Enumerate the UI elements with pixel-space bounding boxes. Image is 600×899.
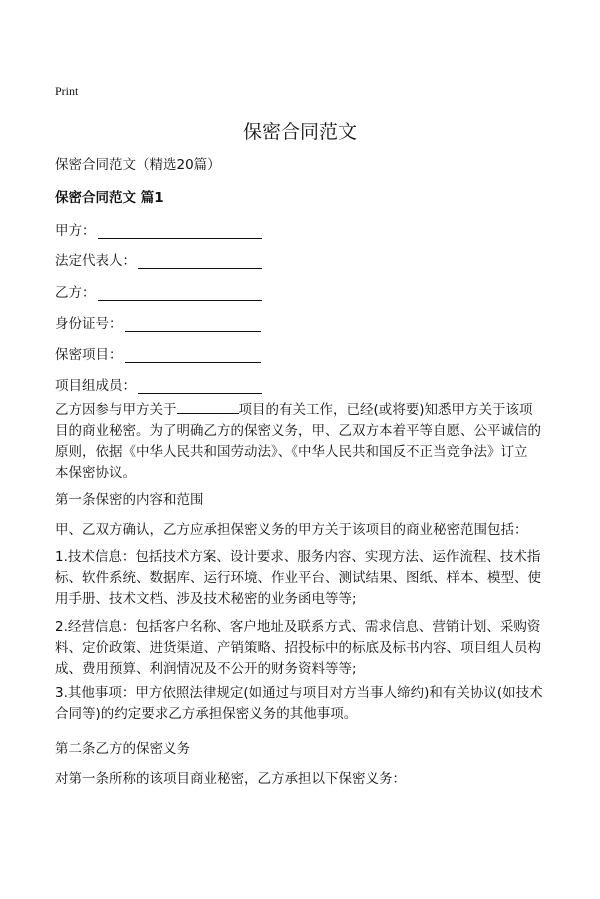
field-label: 项目组成员：	[55, 378, 136, 394]
field-party-b	[55, 281, 262, 301]
field-party-a	[55, 219, 262, 239]
field-label: 保密项目：	[55, 347, 123, 363]
article-2-intro: 对第一条所称的该项目商业秘密，乙方承担以下保密义务：	[55, 771, 406, 787]
section-heading: 保密合同范文 篇1	[55, 190, 164, 206]
field-id-number	[55, 312, 261, 332]
intro-paragraph	[55, 400, 541, 484]
document-subtitle: 保密合同范文（精选20篇）	[55, 157, 221, 173]
intro-text: 项目的有关工作，已经(或将要)知悉甲方关于该项	[238, 402, 533, 418]
item-line: 成、费用预算、利润情况及不公开的财务资料等等;	[55, 661, 357, 677]
blank-line	[125, 317, 261, 332]
item-line: 2.经营信息：包括客户名称、客户地址及联系方式、需求信息、营销计划、采购资	[55, 619, 541, 635]
field-label: 身份证号：	[55, 316, 123, 332]
intro-line: 本保密协议。	[55, 465, 136, 481]
field-project	[55, 343, 261, 363]
item-line: 1.技术信息：包括技术方案、设计要求、服务内容、实现方法、运作流程、技术指	[55, 549, 541, 565]
blank-line	[138, 379, 262, 394]
item-other-matters	[55, 683, 543, 725]
item-line: 合同等)的约定要求乙方承担保密义务的其他事项。	[55, 706, 358, 722]
blank-line	[125, 348, 261, 363]
document-title: 保密合同范文	[242, 121, 357, 143]
article-1-title: 第一条保密的内容和范围	[55, 492, 204, 508]
item-line: 标、软件系统、数据库、运行环境、作业平台、测试结果、图纸、样本、模型、使	[55, 570, 541, 586]
field-label: 甲方：	[55, 223, 96, 239]
blank-line	[98, 286, 262, 301]
blank-line	[98, 224, 262, 239]
item-line: 料、定价政策、进货渠道、产销策略、招投标中的标底及标书内容、项目组人员构	[55, 640, 541, 656]
intro-line: 原则，依据《中华人民共和国劳动法》、《中华人民共和国反不正当竞争法》订立	[55, 444, 528, 460]
article-2-title: 第二条乙方的保密义务	[55, 741, 190, 757]
article-1-intro: 甲、乙双方确认，乙方应承担保密义务的甲方关于该项目的商业秘密范围包括：	[55, 522, 528, 538]
item-technical-info	[55, 547, 541, 610]
item-line: 3.其他事项：甲方依照法律规定(如通过与项目对方当事人缔约)和有关协议(如技术	[55, 685, 543, 701]
blank-line	[138, 254, 262, 269]
field-legal-rep	[55, 249, 262, 269]
item-business-info	[55, 617, 541, 680]
field-members	[55, 374, 262, 394]
intro-line: 目的商业秘密。为了明确乙方的保密义务，甲、乙双方本着平等自愿、公平诚信的	[55, 423, 541, 439]
print-link[interactable]: Print	[55, 84, 79, 98]
field-label: 法定代表人：	[55, 253, 136, 269]
item-line: 用手册、技术文档、涉及技术秘密的业务函电等等;	[55, 591, 357, 607]
blank-line	[177, 400, 239, 414]
field-label: 乙方：	[55, 285, 96, 301]
intro-text: 乙方因参与甲方关于	[55, 402, 177, 418]
